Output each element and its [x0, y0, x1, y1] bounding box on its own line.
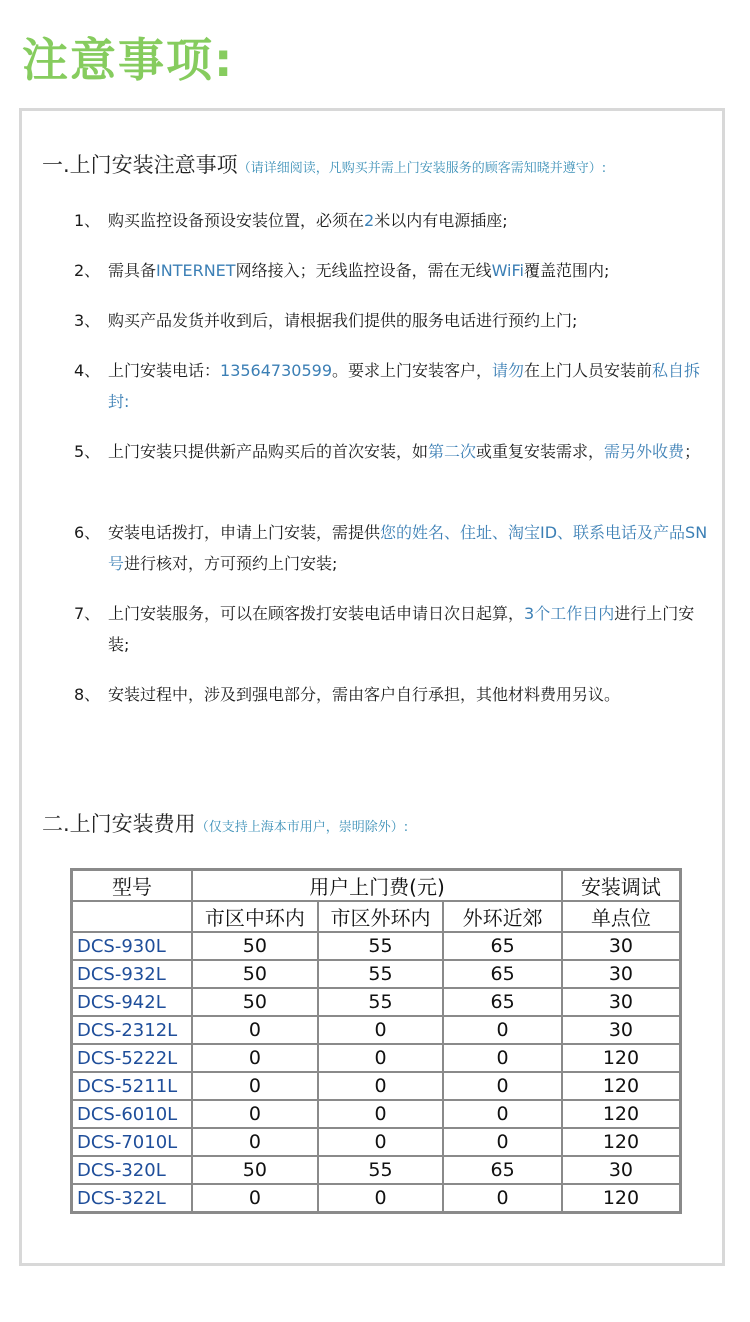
subheader-inner: 市区中环内: [192, 901, 318, 932]
subheader-empty: [72, 901, 193, 932]
table-row: DCS-5211L 0 0 0 120: [72, 1072, 681, 1100]
table-row: DCS-320L 50 55 65 30: [72, 1156, 681, 1184]
list-item: 6、 安装电话拨打，申请上门安装，需提供您的姓名、住址、淘宝ID、联系电话及产品SN号进行核对，方可预约上门安装;: [74, 523, 708, 573]
list-item: 1、 购买监控设备预设安装位置，必须在2米以内有电源插座;: [74, 211, 508, 230]
list-item: 4、 上门安装电话：13564730599。要求上门安装客户，请勿在上门人员安装前私自拆封:: [74, 361, 701, 411]
subheader-unit: 单点位: [562, 901, 681, 932]
table-subheader-row: [72, 901, 681, 932]
table-row: DCS-930L 50 55 65 30: [72, 932, 681, 960]
table-row: DCS-942L 50 55 65 30: [72, 988, 681, 1016]
section1-heading: [42, 149, 606, 179]
section2-note: （仅支持上海本市用户，崇明除外）:: [195, 820, 409, 835]
section1-note: （请详细阅读，凡购买并需上门安装服务的顾客需知晓并遵守）:: [237, 161, 607, 176]
list-item: 2、 需具备INTERNET网络接入；无线监控设备，需在无线WiFi覆盖范围内;: [74, 261, 610, 280]
list-item: 3、 购买产品发货并收到后，请根据我们提供的服务电话进行预约上门;: [74, 311, 578, 330]
subheader-suburb: 外环近郊: [443, 901, 562, 932]
section2-title: 二.上门安装费用: [42, 812, 196, 836]
fee-table: [70, 868, 682, 1214]
list-item: 8、 安装过程中，涉及到强电部分，需由客户自行承担，其他材料费用另议。: [74, 685, 621, 704]
header-debug: 安装调试: [562, 870, 681, 902]
page-title: 注意事项:: [22, 33, 235, 87]
list-item: 5、 上门安装只提供新产品购买后的首次安装，如第二次或重复安装需求，需另外收费；: [74, 442, 701, 461]
notice-panel: [19, 108, 725, 1266]
table-row: DCS-932L 50 55 65 30: [72, 960, 681, 988]
list-item: 7、 上门安装服务，可以在顾客拨打安装电话申请日次日起算，3个工作日内进行上门安装;: [74, 604, 695, 654]
header-visit-fee: 用户上门费(元): [192, 870, 562, 902]
section2-heading: [42, 808, 408, 838]
header-model: 型号: [72, 870, 193, 902]
table-row: DCS-5222L 0 0 0 120: [72, 1044, 681, 1072]
table-header-row: [72, 870, 681, 902]
table-row: DCS-7010L 0 0 0 120: [72, 1128, 681, 1156]
table-row: DCS-6010L 0 0 0 120: [72, 1100, 681, 1128]
subheader-outer: 市区外环内: [318, 901, 444, 932]
table-row: DCS-2312L 0 0 0 30: [72, 1016, 681, 1044]
section1-title: 一.上门安装注意事项: [42, 153, 238, 177]
table-row: DCS-322L 0 0 0 120: [72, 1184, 681, 1213]
